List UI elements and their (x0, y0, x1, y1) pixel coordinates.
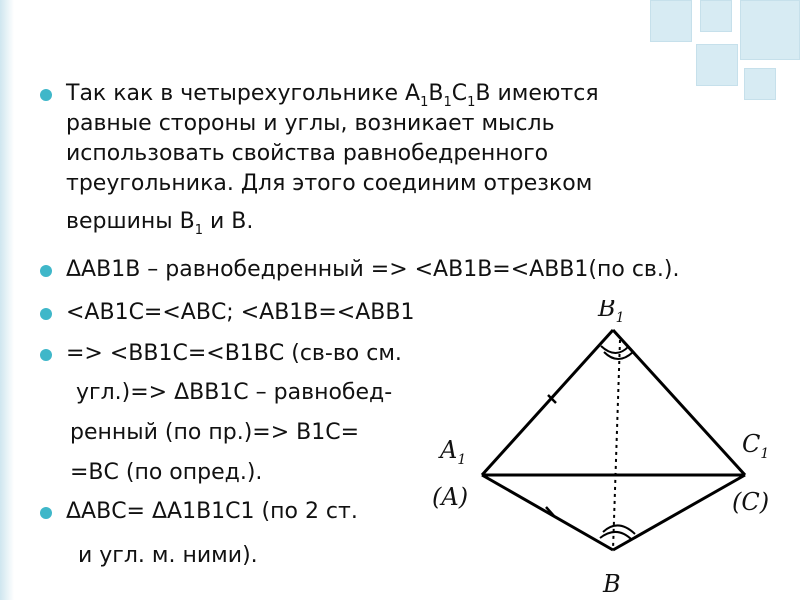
bullet4-line2: угл.)=> ΔВВ1С – равнобед- (76, 380, 393, 405)
subscript: 1 (467, 95, 476, 110)
paragraph1-line4: треугольника. Для этого соединим отрезком (66, 171, 593, 196)
label-a1: $A_1$ (440, 436, 467, 468)
label-a: (A) (432, 483, 469, 511)
text: В имеются (475, 81, 599, 106)
subscript: 1 (443, 95, 452, 110)
bullet-dot (40, 308, 52, 320)
label-b: B (603, 570, 621, 598)
bullet4-line1: => <ВВ1С=<В1ВС (св-во см. (66, 341, 402, 366)
text: Так как в четырехугольнике А (66, 81, 421, 106)
edge-c1-b (613, 475, 745, 550)
paragraph1-line3: использовать свойства равнобедренного (66, 141, 549, 166)
bullet-dot (40, 507, 52, 519)
geometry-figure (420, 300, 800, 600)
text: В (428, 81, 444, 106)
label-b1: $B_1$ (598, 300, 625, 326)
label-c1: $C_1$ (742, 430, 770, 462)
bullet4-line3: ренный (по пр.)=> В1С= (70, 420, 360, 445)
label-c: (C) (732, 488, 770, 516)
text: вершины В (66, 209, 195, 234)
bullet5-line1: ΔАВС= ΔА1В1С1 (по 2 ст. (66, 499, 358, 524)
quadrilateral-diagram (420, 300, 800, 600)
edge-b-a1 (482, 475, 613, 550)
edge-b1-c1 (613, 330, 745, 475)
bullet5-line2: и угл. м. ними). (78, 543, 258, 568)
paragraph1-line2: равные стороны и углы, возникает мысль (66, 111, 555, 136)
subscript: 1 (420, 95, 429, 110)
angle-arc-b (600, 532, 632, 540)
paragraph1-line1 (66, 79, 599, 112)
dashed-segment-b1-b (613, 340, 620, 550)
subscript: 1 (194, 223, 204, 238)
bullet2-text: ΔАВ1В – равнобедренный => <АВ1В=<АВВ1(по св.). (66, 257, 680, 282)
bullet-dot (40, 349, 52, 361)
bullet4-line4: =ВС (по опред.). (70, 460, 263, 485)
bullet3-text: <АВ1С=<АВС; <АВ1В=<АВВ1 (66, 300, 415, 325)
edge-a1-b1 (482, 330, 613, 475)
text: и В. (203, 209, 254, 234)
paragraph1-line5 (66, 207, 253, 240)
text: С (451, 81, 468, 106)
bullet-dot (40, 89, 52, 101)
bullet-dot (40, 265, 52, 277)
